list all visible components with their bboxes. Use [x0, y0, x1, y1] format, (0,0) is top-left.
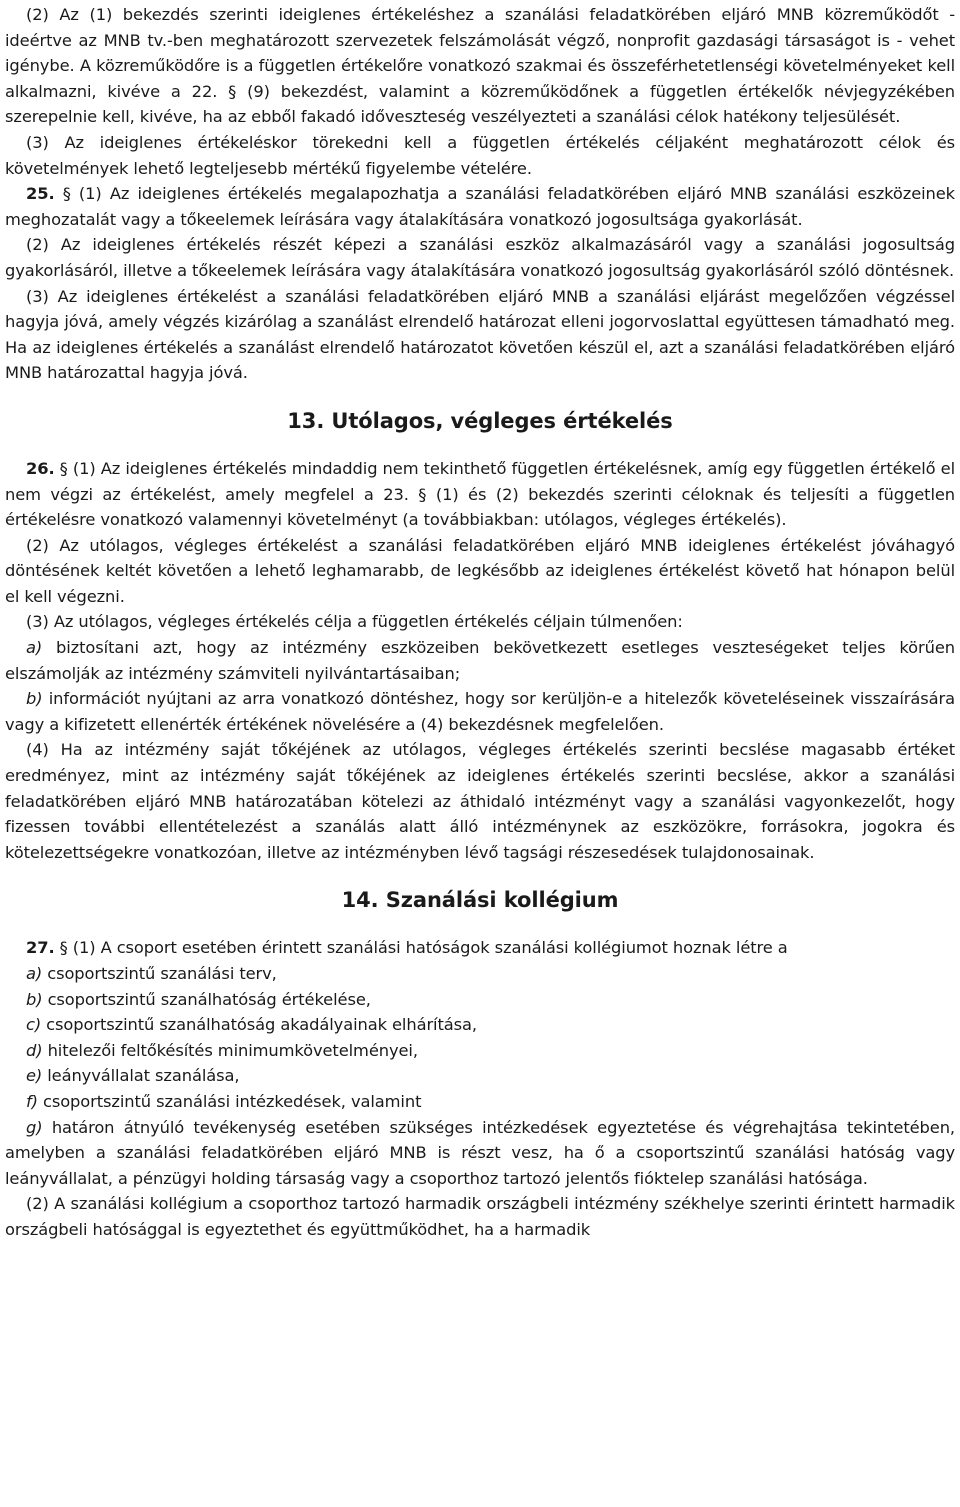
spacer	[5, 865, 955, 887]
paragraph-24-2: (2) Az (1) bekezdés szerinti ideiglenes értékeléshez a szanálási feladatkörében eljáró MNB közreműködőt - ideértve az MNB tv.-ben meghatározott szervezetek felszámolását végző, nonprofit gazdasági társaságot is - vehet igénybe. A közreműködőre is a független értékelőre vonatkozó szakmai és összeférhetetlenségi követelményeket kell alkalmazni, kivéve a 22. § (9) bekezdést, valamint a közreműködőnek a független értékelők névjegyzékében szerepelnie kell, kivéve, ha az ebből fakadó időveszteség veszélyezteti a szanálási célok hatékony teljesülését.	[5, 5, 955, 127]
paragraph-27-2: (2) A szanálási kollégium a csoporthoz tartozó harmadik országbeli intézmény székhelye szerinti érintett harmadik országbeli hatósággal is egyeztethet és együttműködhet, ha a harmadik	[5, 1194, 955, 1239]
paragraph-26-2: (2) Az utólagos, végleges értékelést a szanálási feladatkörében eljáró MNB ideiglenes értékelést jóváhagyó döntésének keltét követően a lehető leghamarabb, de legkésőbb az ideiglenes értékelést követő hat hónapon belül el kell végezni.	[5, 535, 955, 606]
list-text: csoportszintű szanálási terv,	[42, 964, 277, 983]
list-text: csoportszintű szanálhatóság akadályainak elhárítása,	[41, 1015, 477, 1035]
list-label: g)	[26, 1117, 43, 1137]
list-text: biztosítani azt, hogy az intézmény eszközeiben bekövetkezett esetleges veszteségeket teljes körűen elszámolják az intézmény számviteli nyilvántartásaiban;	[5, 638, 955, 683]
list-text: határon átnyúló tevékenység esetében szükséges intézkedések egyeztetése és végrehajtása tekintetében, amelyben a szanálási feladatkörében eljáró MNB is részt vesz, ha ő a csoportszintű szanálási hatóság vagy leányvállalat, a pénzügyi holding társaság vagy a csoporthoz tartozó jelentős fióktelep szanálási hatósága.	[5, 1117, 955, 1188]
list-item-26-b	[5, 686, 955, 737]
paragraph-25-1-text: § (1) Az ideiglenes értékelés megalapozhatja a szanálási feladatkörében eljáró MNB szanálási eszközeinek meghozatalát vagy a tőkeelemek leírására vagy átalakítására vonatkozó jogosultsága gyakorlását.	[5, 184, 955, 229]
list-item-27-f	[5, 1089, 955, 1115]
list-label: f)	[26, 1091, 38, 1111]
list-item-27-c	[5, 1012, 955, 1038]
list-text: csoportszintű szanálhatóság értékelése,	[42, 989, 371, 1009]
section-number-26: 26.	[26, 458, 55, 478]
paragraph-27-1-text: § (1) A csoport esetében érintett szanálási hatóságok szanálási kollégiumot hoznak létre a	[54, 938, 788, 958]
list-item-27-e	[5, 1063, 955, 1089]
section-number-27: 27.	[26, 938, 55, 958]
paragraph-27-1	[5, 935, 955, 961]
paragraph-26-1	[5, 456, 955, 533]
list-label: b)	[26, 989, 43, 1009]
spacer	[5, 434, 955, 456]
list-text: információt nyújtani az arra vonatkozó döntéshez, hogy sor kerüljön-e a hitelezők követeléseinek visszaírására vagy a kifizetett ellenérték értékének növelésére a (4) bekezdésnek megfelelően.	[5, 689, 955, 734]
section-number-25: 25.	[26, 184, 55, 204]
list-label: a)	[26, 964, 43, 983]
list-label: a)	[26, 638, 43, 658]
list-item-27-g	[5, 1115, 955, 1192]
list-item-27-d	[5, 1038, 955, 1064]
list-text: leányvállalat szanálása,	[42, 1066, 240, 1086]
list-item-27-b	[5, 987, 955, 1013]
paragraph-26-4: (4) Ha az intézmény saját tőkéjének az utólagos, végleges értékelés szerinti becslése magasabb értéket eredményez, mint az intézmény saját tőkéjének az ideiglenes értékelés szerinti becslése, akkor a szanálási feladatkörében eljáró MNB határozatában kötelezi az áthidaló intézményt vagy a szanálási vagyonkezelőt, hogy fizessen további ellentételezést a szanálás alatt álló intézménynek az eszközökre, forrásokra, jogokra és kötelezettségekre vonatkozóan, illetve az intézményben lévő tagsági részesedések tulajdonosainak.	[5, 740, 955, 862]
paragraph-24-3: (3) Az ideiglenes értékeléskor törekedni kell a független értékelés céljaként meghatározott célok és követelmények lehető legteljesebb mértékű figyelembe vételére.	[5, 132, 955, 178]
paragraph-26-3: (3) Az utólagos, végleges értékelés célja a független értékelés céljain túlmenően:	[26, 612, 683, 632]
list-label: e)	[26, 1066, 43, 1086]
list-item-27-a	[5, 961, 955, 987]
list-text: hitelezői feltőkésítés minimumkövetelményei,	[42, 1040, 418, 1060]
list-label: d)	[26, 1040, 43, 1060]
list-item-26-a	[5, 635, 955, 686]
paragraph-25-3: (3) Az ideiglenes értékelést a szanálási feladatkörében eljáró MNB a szanálási eljárást megelőzően végzéssel hagyja jóvá, amely végzés kizárólag a szanálást elrendelő határozat elleni jogorvoslattal együttesen támadható meg. Ha az ideiglenes értékelés a szanálást elrendelő határozatot követően készül el, azt a szanálási feladatkörében eljáró MNB határozattal hagyja jóvá.	[5, 286, 955, 383]
heading-14: 14. Szanálási kollégium	[341, 888, 619, 913]
spacer	[5, 913, 955, 935]
spacer	[5, 386, 955, 408]
list-text: csoportszintű szanálási intézkedések, valamint	[37, 1091, 422, 1111]
heading-13: 13. Utólagos, végleges értékelés	[287, 408, 673, 433]
paragraph-26-1-text: § (1) Az ideiglenes értékelés mindaddig nem tekinthető független értékelésnek, amíg egy független értékelő el nem végzi az értékelést, amely megfelel a 23. § (1) és (2) bekezdés szerinti céloknak és teljesíti a független értékelésre vonatkozó valamennyi követelményt (a továbbiakban: utólagos, végleges értékelés).	[5, 458, 955, 530]
list-label: c)	[26, 1015, 42, 1035]
paragraph-25-1	[5, 181, 955, 232]
list-label: b)	[26, 689, 43, 709]
paragraph-25-2: (2) Az ideiglenes értékelés részét képezi a szanálási eszköz alkalmazásáról vagy a szanálási jogosultság gyakorlásáról, illetve a tőkeelemek leírására vagy átalakítására vonatkozó jogosultság gyakorlásáról szóló döntésnek.	[5, 235, 955, 280]
